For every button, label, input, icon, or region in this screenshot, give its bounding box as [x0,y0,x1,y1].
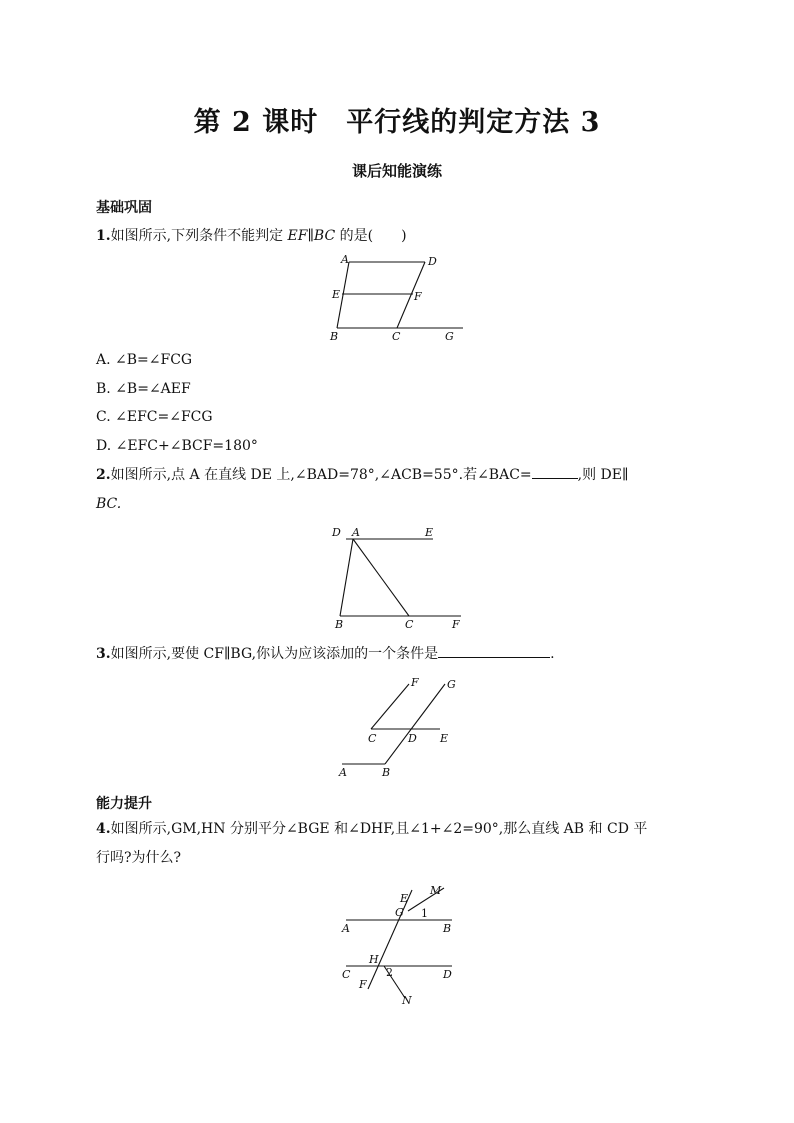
label-G: G [395,906,404,919]
label-A: A [339,766,347,779]
label-E: E [332,288,341,301]
label-E: E [400,892,409,905]
label-N: N [402,994,412,1007]
label-C: C [405,618,414,631]
label-M: M [430,884,442,897]
label-D: D [332,526,341,539]
label-G: G [447,678,456,691]
label-D: D [428,255,437,268]
question-text: BC. [96,496,122,512]
answer-blank[interactable] [438,645,550,658]
label-C: C [368,732,377,745]
figure-q3 [336,676,466,780]
label-B: B [335,618,344,631]
option-d: D. ∠EFC+∠BCF=180° [96,438,258,454]
label-D: D [443,968,452,981]
label-A: A [341,253,349,266]
question-text: ,则 DE∥ [577,467,629,483]
option-a: A. ∠B=∠FCG [96,352,193,368]
question-text: 的是( ) [335,228,407,244]
label-F: F [359,978,367,991]
question-1 [96,222,696,251]
question-number: 2. [96,467,111,483]
label-E: E [440,732,449,745]
label-A: A [352,526,360,539]
figure-q4 [338,884,468,1010]
option-b: B. ∠B=∠AEF [96,381,191,397]
label-A: A [342,922,350,935]
label-B: B [330,330,339,343]
question-2 [96,461,696,519]
question-4 [96,815,696,873]
label-G: G [445,330,454,343]
option-c: C. ∠EFC=∠FCG [96,409,213,425]
label-F: F [414,290,422,303]
label-B: B [382,766,391,779]
label-C: C [392,330,401,343]
label-1: 1 [421,907,428,920]
question-3 [96,640,696,669]
question-text: 如图所示,点 A 在直线 DE 上,∠BAD=78°,∠ACB=55°.若∠BAC= [110,467,532,483]
label-D: D [408,732,417,745]
label-H: H [369,953,379,966]
label-F: F [452,618,460,631]
question-number: 1. [96,228,111,244]
question-expr: EF∥BC [287,228,336,244]
figure-q2 [330,526,470,632]
question-text: . [550,646,555,662]
figure-q1 [325,252,475,344]
label-B: B [443,922,452,935]
section-advanced: 能力提升 [96,796,152,812]
question-number: 3. [96,646,111,662]
label-F: F [411,676,419,689]
section-basic: 基础巩固 [96,200,152,216]
page-subtitle: 课后知能演练 [351,162,442,180]
page-title: 第 2 课时 平行线的判定方法 3 [193,107,601,138]
label-2: 2 [386,966,393,979]
answer-blank[interactable] [532,466,578,479]
label-C: C [342,968,351,981]
question-number: 4. [96,821,111,837]
question-text: 如图所示,GM,HN 分别平分∠BGE 和∠DHF,且∠1+∠2=90°,那么直线 AB 和 CD 平 [110,821,648,837]
question-text: 如图所示,要使 CF∥BG,你认为应该添加的一个条件是 [110,646,439,662]
label-E: E [425,526,434,539]
question-text: 行吗?为什么? [96,850,182,866]
question-text: 如图所示,下列条件不能判定 [110,228,288,244]
